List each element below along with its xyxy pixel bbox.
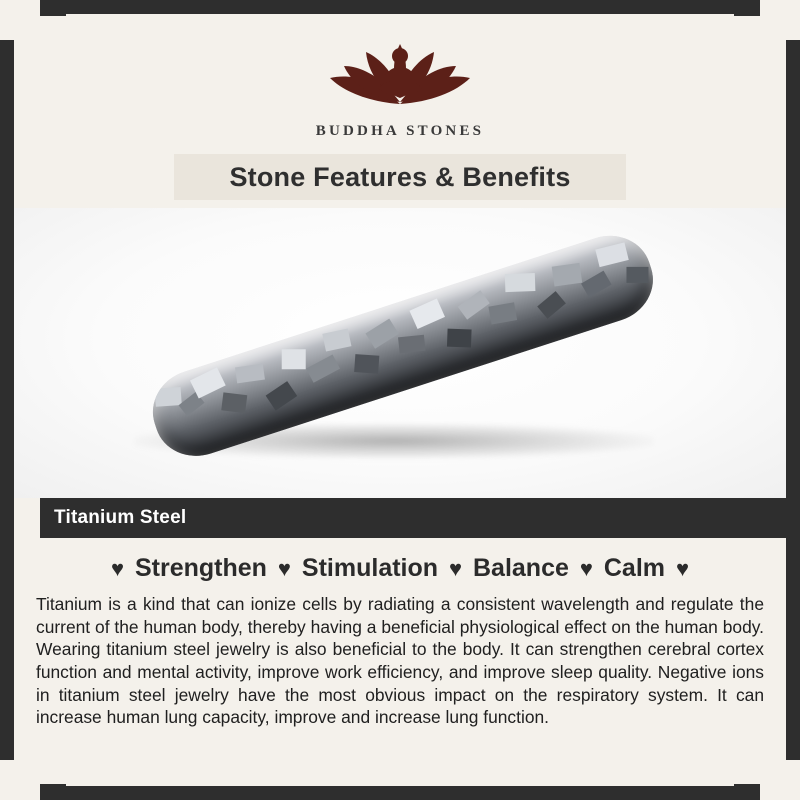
frame-top-border [0,0,800,14]
heart-icon: ♥ [277,556,291,581]
title-banner-right-gap [626,154,786,200]
frame-bottom-border [0,786,800,800]
heart-icon: ♥ [675,556,690,581]
benefit-item-balance: Balance [473,554,569,582]
title-banner-left-gap [14,154,174,200]
hero-image [14,208,786,498]
frame-accent-bottom-left [40,784,66,800]
benefit-item-strengthen: Strengthen [135,554,267,582]
heart-icon: ♥ [579,556,593,581]
heart-icon: ♥ [448,556,463,581]
lotus-buddha-icon [14,26,786,117]
page-title: Stone Features & Benefits [229,161,571,192]
frame-left-border [0,0,14,800]
brand-name: BUDDHA STONES [315,123,485,139]
brand-block [14,14,786,140]
title-banner-inner [189,162,610,193]
frame-right-border [786,0,800,800]
frame-notch-right-bottom [784,760,800,800]
heart-icon: ♥ [110,556,125,581]
caption-left-cut [14,498,40,538]
frame-notch-right-top [784,0,800,40]
benefit-item-stimulation: Stimulation [301,554,439,582]
description-paragraph: Titanium is a kind that can ionize cells by radiating a consistent wavelength and regulate the current of the human body, thereby having a beneficial physiological effect on the human body. Wearing titanium steel jewelry is also beneficial to the body. It can strengthen cerebral cortex function and mental activity, improve work efficiency, and improve sleep quality. Negative ions in titanium steel jewelry have the most obvious impact on the respiratory system. It can increase human lung capacity, improve and increase lung function. [36,594,764,728]
image-caption-bar [14,498,786,538]
benefit-item-calm: Calm [603,554,665,582]
image-caption-label: Titanium Steel [54,507,187,528]
poster-content [14,14,786,786]
frame-accent-bottom-right [734,784,760,800]
title-banner [14,154,786,200]
benefits-line [14,554,786,583]
